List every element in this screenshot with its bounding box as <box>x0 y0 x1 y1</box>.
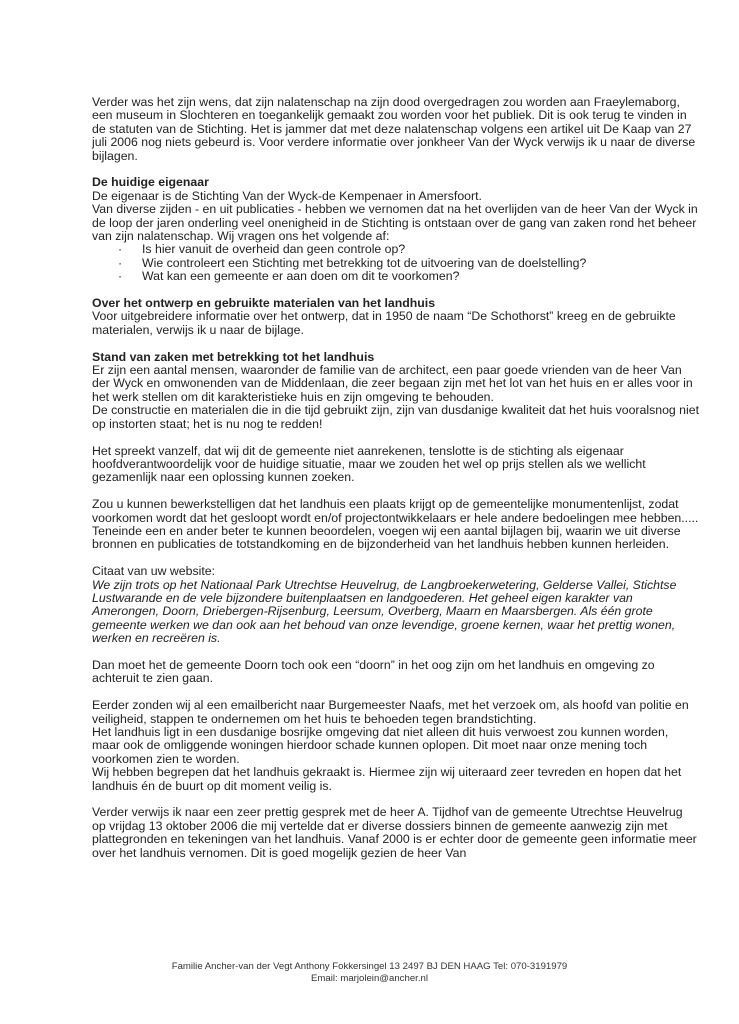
paragraph-legacy: Verder was het zijn wens, dat zijn nalatenschap na zijn dood overgedragen zou worden aan Fraeylemaborg, een museum in Slochteren en toegankelijk gemaakt zou worden voor het publiek. Dit is ook terug te vinden in de statuten van de Stichting. Het is jammer dat met deze nalatenschap volgens een artikel uit De Kaap van 27 juli 2006 nog niets gebeurd is. Voor verdere informatie over jonkheer Van der Wyck verwijs ik u naar de diverse bijlagen. <box>92 95 696 163</box>
heading-design-materials: Over het ontwerp en gebruikte materialen van het landhuis <box>92 296 436 311</box>
heading-state-of-house: Stand van zaken met betrekking tot het landhuis <box>92 349 375 364</box>
footer-email: Email: marjolein@ancher.nl <box>311 973 428 984</box>
state-paragraph-1: Er zijn een aantal mensen, waaronder de familie van de architect, een paar goede vrienden van de heer Van der Wyck en omwonenden van de Middenlaan, die zeer begaan zijn met het lot van het huis en er alles voor in het werk stellen om dit karakteristieke huis en zijn omgeving te behouden. <box>92 363 693 404</box>
quote-intro: Citaat van uw website: <box>92 564 216 579</box>
paragraph-monument-list: Zou u kunnen bewerkstelligen dat het landhuis een plaats krijgt op de gemeentelijke monumentenlijst, zodat voorkomen wordt dat het gesloopt wordt en/of projectontwikkelaars er hele andere bedoelingen mee hebben..... <box>92 497 699 525</box>
list-item: · Is hier vanuit de overheid dan geen controle op? <box>116 243 699 256</box>
question-list <box>92 243 699 283</box>
paragraph-forest-risk: Het landhuis ligt in een dusdanige bosrijke omgeving dat niet alleen dit huis verwoest zou kunnen worden, maar ook de omliggende woningen hierdoor schade kunnen oplopen. Dit moet naar onze mening toch voorkomen zien te worden. <box>92 724 669 766</box>
paragraph-attachments: Teneinde een en ander beter te kunnen beoordelen, voegen wij een aantal bijlagen bij, waarin we uit diverse bronnen en publicaties de totstandkoming en de bijzonderheid van het landhuis hebben kunnen herleiden. <box>92 523 681 552</box>
paragraph-mayor-email: Eerder zonden wij al een emailbericht naar Burgemeester Naafs, met het verzoek om, als hoofd van politie en veiligheid, stappen te ondernemen om het huis te behoeden tegen brandstichting. <box>92 698 689 726</box>
letter-footer <box>0 961 739 985</box>
state-paragraph-2: De constructie en materialen die in die tijd gebruikt zijn, zijn van dusdanige kwaliteit dat het huis vooralsnog niet op instorten staat; het is nu nog te redden! <box>92 403 699 431</box>
list-item: · Wie controleert een Stichting met betrekking tot de uitvoering van de doelstelling? <box>116 257 699 270</box>
list-item: · Wat kan een gemeente er aan doen om dit te voorkomen? <box>116 270 699 283</box>
heading-current-owner: De huidige eigenaar <box>92 175 209 190</box>
paragraph-conversation: Verder verwijs ik naar een zeer prettig gesprek met de heer A. Tijdhof van de gemeente Utrechtse Heuvelrug op vrijdag 13 oktober 2006 die mij vertelde dat er diverse dossiers binnen de gemeente aanwezig zijn met plattegronden en tekeningen van het landhuis. Vanaf 2000 is er echter door de gemeente geen informatie meer over het landhuis vernomen. Dit is goed mogelijk gezien de heer Van <box>92 805 697 860</box>
owner-statement: De eigenaar is de Stichting Van der Wyck-de Kempenaer in Amersfoort. <box>92 188 482 203</box>
letter-body <box>92 96 699 860</box>
owner-paragraph: Van diverse zijden - en uit publicaties - hebben we vernomen dat na het overlijden van de heer Van der Wyck in de loop der jaren onderling veel onenigheid in de Stichting is ontstaan over de gang van zaken rond het beheer van zijn nalatenschap. Wij vragen ons het volgende af: <box>92 202 698 244</box>
website-quote: We zijn trots op het Nationaal Park Utrechtse Heuvelrug, de Langbroekerwetering, Gelderse Vallei, Stichtse Lustwarande en de vele bijzondere buitenplaatsen en landgoederen. Het geheel eigen karakter van Amerongen, Doorn, Driebergen-Rijsenburg, Leersum, Overberg, Maarn en Maarsbergen. Als één grote gemeente werken we dan ook aan het behoud van onze levendige, groene kernen, waar het prettig wonen, werken en recreëren is. <box>92 577 677 646</box>
footer-address: Familie Ancher-van der Vegt Anthony Fokkersingel 13 2497 BJ DEN HAAG Tel: 070-3191979 <box>171 961 568 972</box>
design-paragraph: Voor uitgebreidere informatie over het ontwerp, dat in 1950 de naam “De Schothorst” kreeg en de gebruikte materialen, verwijs ik u naar de bijlage. <box>92 309 676 337</box>
paragraph-responsibility: Het spreekt vanzelf, dat wij dit de gemeente niet aanrekenen, tenslotte is de stichting als eigenaar hoofdverantwoordelijk voor de huidige situatie, maar we zouden het wel op prijs stellen als we wellicht gezamenlijk naar een oplossing kunnen zoeken. <box>92 443 646 485</box>
paragraph-squatted: Wij hebben begrepen dat het landhuis gekraakt is. Hiermee zijn wij uiteraard zeer tevreden en hopen dat het landhuis én de buurt op dit moment veilig is. <box>92 765 682 793</box>
paragraph-doorn: Dan moet het de gemeente Doorn toch ook een “doorn” in het oog zijn om het landhuis en omgeving zo achteruit te zien gaan. <box>92 657 655 686</box>
